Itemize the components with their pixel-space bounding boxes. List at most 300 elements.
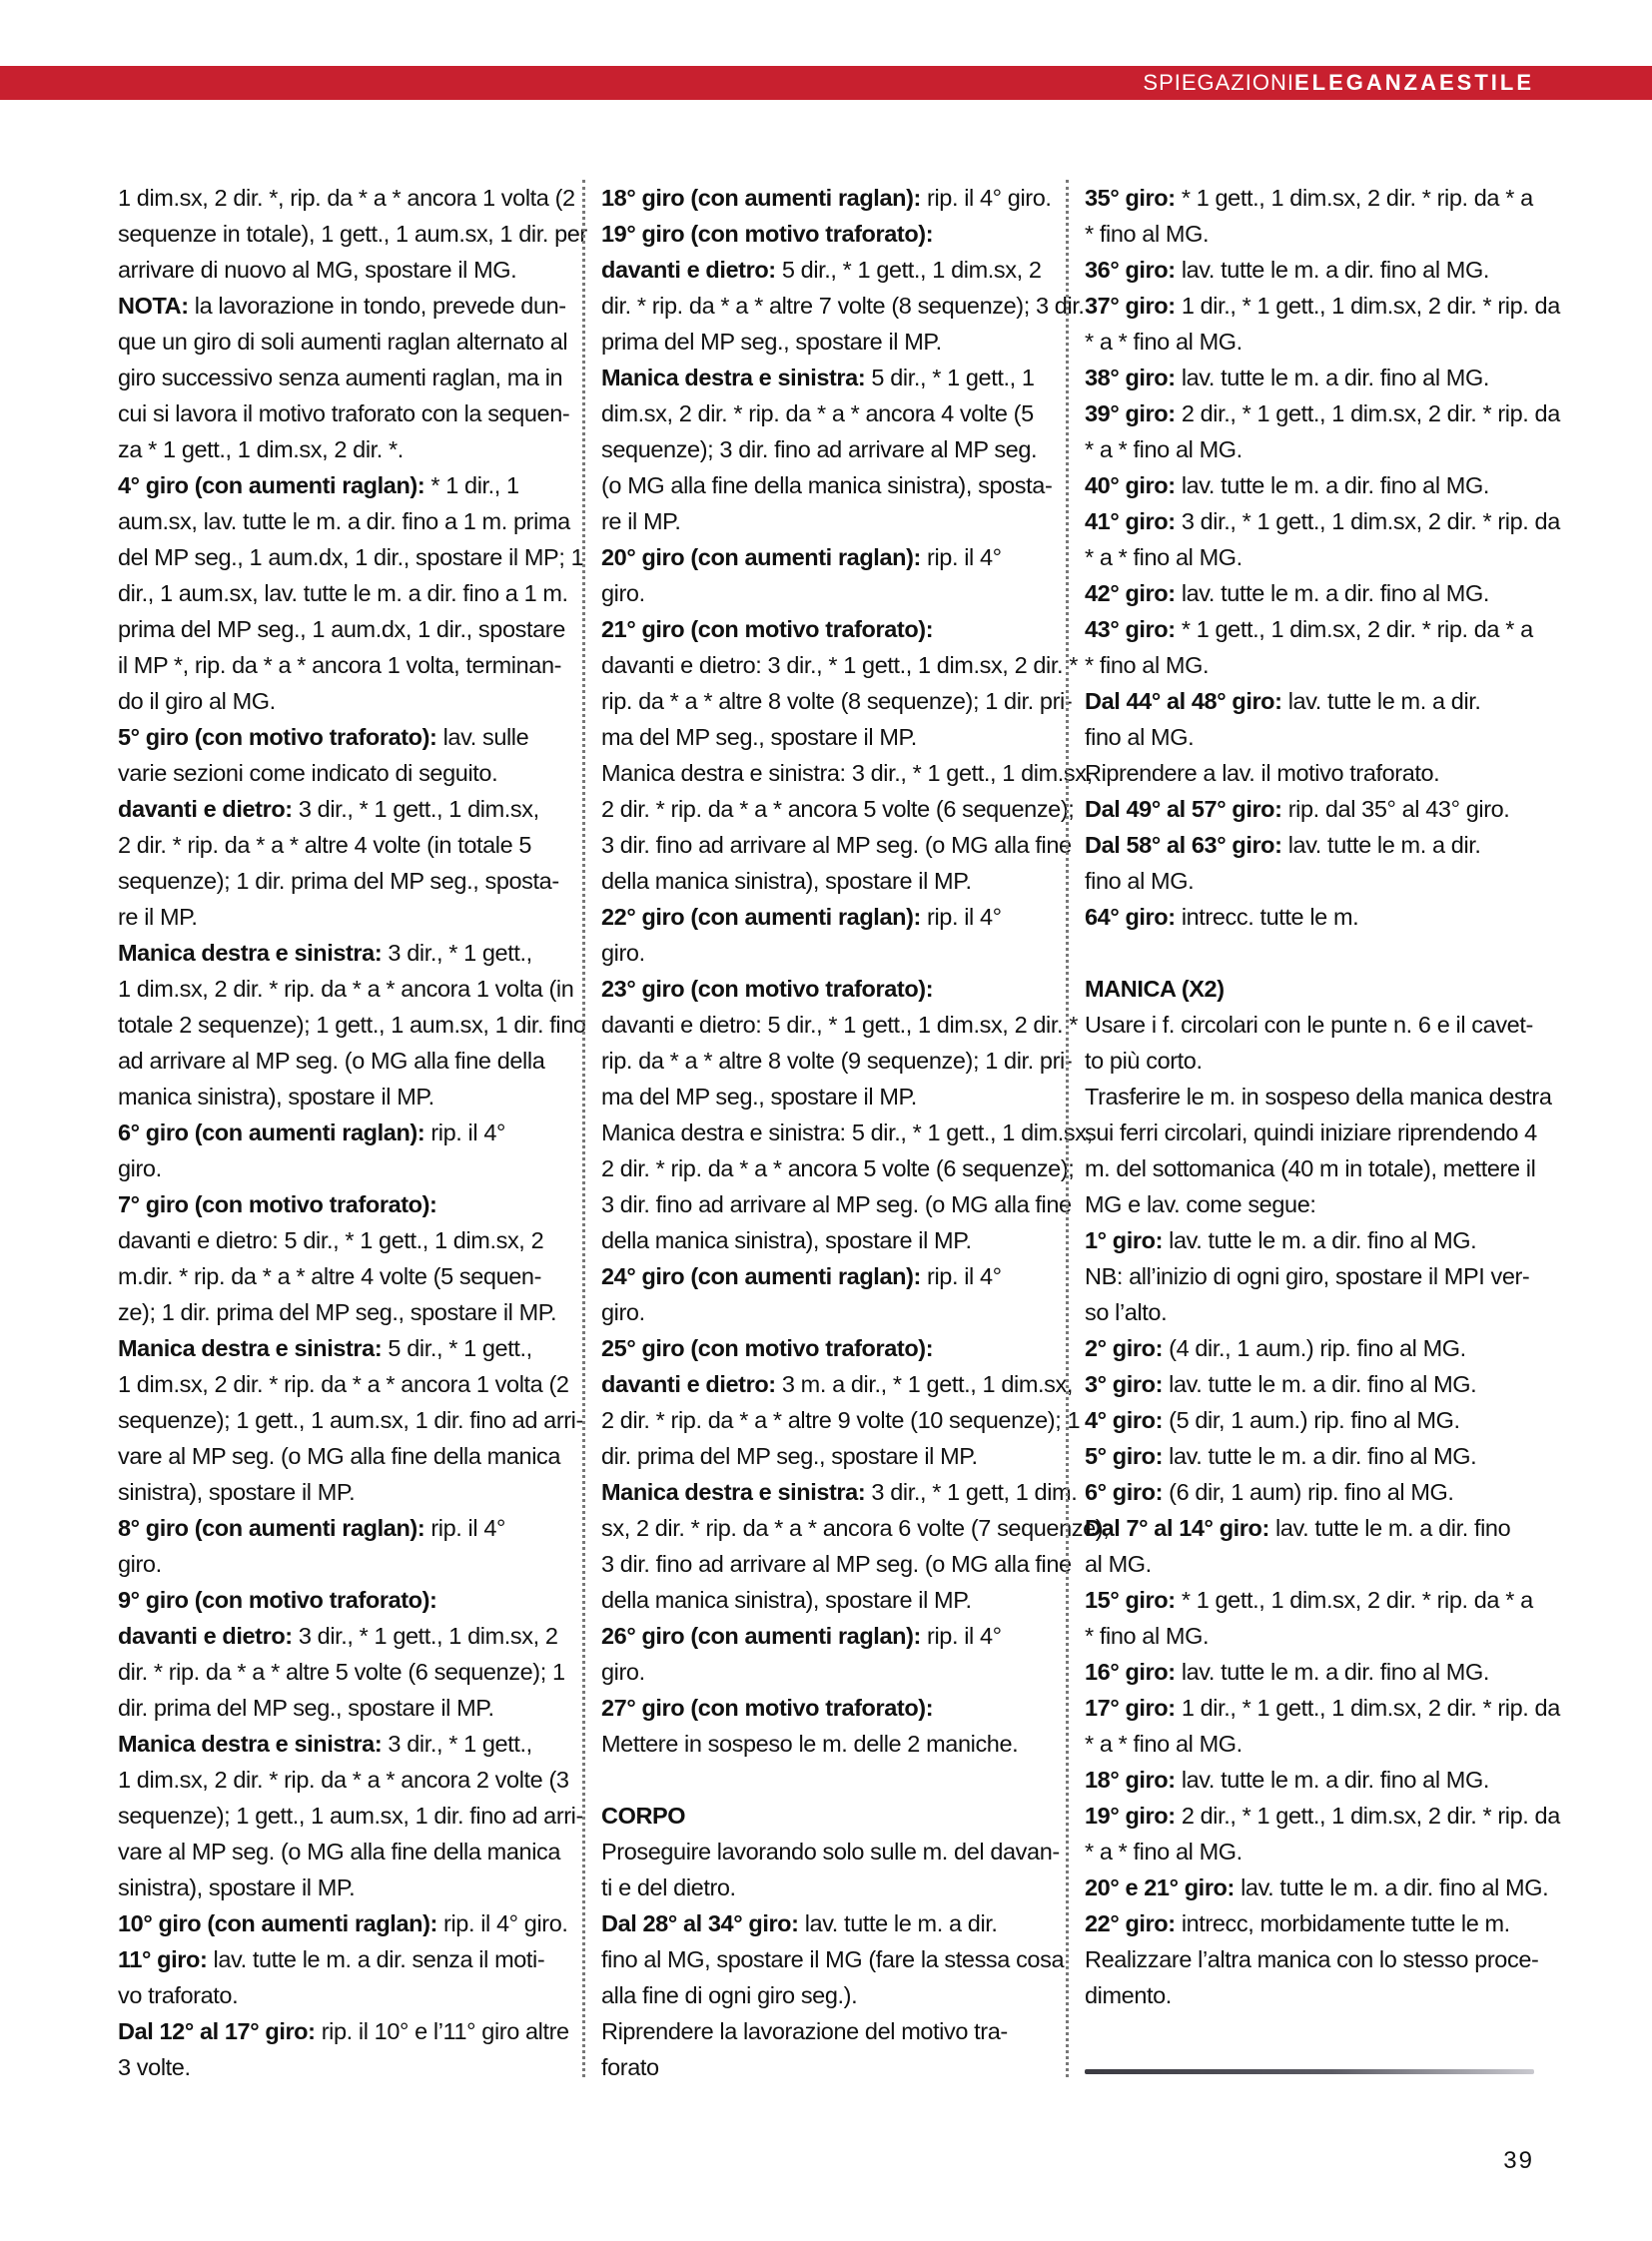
text-line [601, 683, 1073, 719]
text-line [601, 1977, 1049, 2013]
line-text: m. del sottomanica (40 m in totale), mettere il [1085, 1155, 1536, 1181]
step-label: 43° giro: [1085, 616, 1176, 642]
step-label: 36° giro: [1085, 257, 1176, 283]
text-line [1085, 1726, 1534, 1762]
line-text: del MP seg., 1 aum.dx, 1 dir., spostare il MP; 1 [118, 544, 584, 570]
line-text: vare al MP seg. (o MG alla fine della manica [118, 1839, 561, 1865]
line-text: rip. da * a * altre 8 volte (8 sequenze); 1 dir. pri- [601, 688, 1073, 714]
step-label: 35° giro: [1085, 185, 1176, 211]
step-label: 18° giro: [1085, 1767, 1176, 1793]
text-line [118, 1941, 564, 1977]
line-text: sequenze); 3 dir. fino ad arrivare al MP seg. [601, 436, 1038, 462]
text-line [1085, 216, 1534, 252]
text-line [1085, 503, 1560, 539]
text-line [118, 1222, 564, 1258]
text-line [601, 1798, 1049, 1834]
line-text: della manica sinistra), spostare il MP. [601, 868, 972, 894]
line-text: rip. il 10° e l’11° giro altre [315, 2018, 569, 2044]
text-line [118, 899, 564, 935]
text-line [1085, 863, 1534, 899]
step-label: davanti e dietro: [118, 796, 293, 822]
text-line [601, 395, 1049, 431]
text-line [601, 431, 1049, 467]
line-text: Trasferire le m. in sospeso della manica destra [1085, 1084, 1552, 1110]
line-text: sinistra), spostare il MP. [118, 1479, 356, 1505]
line-text: ma del MP seg., spostare il MP. [601, 724, 917, 750]
text-line [118, 1618, 564, 1654]
text-line [601, 539, 1049, 575]
step-label: Dal 58° al 63° giro: [1085, 832, 1282, 858]
text-line [601, 1294, 1049, 1330]
page-number: 39 [1503, 2147, 1534, 2174]
text-line [118, 1690, 564, 1726]
line-text: 3 dir., * 1 gett., [382, 940, 532, 966]
line-text: lav. tutte le m. a dir. senza il moti- [207, 1946, 545, 1972]
line-text: vo traforato. [118, 1982, 239, 2008]
step-label: 40° giro: [1085, 472, 1176, 498]
line-text: lav. tutte le m. a dir. fino al MG. [1163, 1443, 1477, 1469]
line-text: Usare i f. circolari con le punte n. 6 e il cavet- [1085, 1012, 1533, 1038]
step-label: Dal 7° al 14° giro: [1085, 1515, 1269, 1541]
column-divider-1 [582, 180, 585, 2077]
step-label: 22° giro (con aumenti raglan): [601, 904, 921, 930]
line-text: lav. tutte le m. a dir. fino [1268, 1515, 1511, 1541]
text-line [118, 1438, 564, 1474]
line-text: dir. prima del MP seg., spostare il MP. [601, 1443, 978, 1469]
line-text: lav. tutte le m. a dir. fino al MG. [1175, 580, 1489, 606]
step-label: 17° giro: [1085, 1695, 1176, 1721]
header-section: SPIEGAZIONI [1143, 70, 1294, 95]
step-label: 7° giro (con motivo traforato): [118, 1191, 437, 1217]
line-text: al MG. [1085, 1551, 1152, 1577]
step-label: Dal 49° al 57° giro: [1085, 796, 1282, 822]
line-text: lav. tutte le m. a dir. fino al MG. [1163, 1227, 1477, 1253]
line-text: 3 m. a dir., * 1 gett., 1 dim.sx, [775, 1371, 1073, 1397]
text-line [1085, 252, 1534, 288]
line-text: (4 dir., 1 aum.) rip. fino al MG. [1163, 1335, 1466, 1361]
step-label: 4° giro (con aumenti raglan): [118, 472, 425, 498]
text-line [601, 1510, 1110, 1546]
text-line [1085, 827, 1534, 863]
step-label: Manica destra e sinistra: [118, 940, 383, 966]
line-text: giro. [601, 1659, 645, 1685]
text-line [118, 611, 564, 647]
line-text: dir. * rip. da * a * altre 7 volte (8 sequenze); 3 dir. [601, 293, 1085, 319]
text-line [601, 647, 1078, 683]
text-line [1085, 1186, 1534, 1222]
text-line [601, 1043, 1073, 1079]
line-text: della manica sinistra), spostare il MP. [601, 1227, 972, 1253]
text-line [118, 1798, 583, 1834]
text-line [1085, 1798, 1560, 1834]
text-line [601, 1222, 1049, 1258]
text-line [601, 1905, 1049, 1941]
line-text: Proseguire lavorando solo sulle m. del davan- [601, 1839, 1060, 1865]
text-line [118, 1546, 564, 1582]
line-text: ti e del dietro. [601, 1874, 736, 1900]
line-text: * a * fino al MG. [1085, 329, 1242, 355]
line-text: ma del MP seg., spostare il MP. [601, 1084, 917, 1110]
line-text: MG e lav. come segue: [1085, 1191, 1316, 1217]
line-text: 3 dir., * 1 gett., [382, 1731, 532, 1757]
line-text: dim.sx, 2 dir. * rip. da * a * ancora 4 volte (5 [601, 400, 1034, 426]
line-text: 3 dir. fino ad arrivare al MP seg. (o MG alla fine [601, 1191, 1072, 1217]
text-line [601, 252, 1049, 288]
line-text: 1 dir., * 1 gett., 1 dim.sx, 2 dir. * rip. da [1175, 1695, 1560, 1721]
text-line [601, 1546, 1072, 1582]
line-text: prima del MP seg., spostare il MP. [601, 329, 942, 355]
text-line [118, 360, 564, 395]
line-text: 1 dir., * 1 gett., 1 dim.sx, 2 dir. * rip. da [1175, 293, 1560, 319]
text-line [1085, 1007, 1534, 1043]
step-label: 39° giro: [1085, 400, 1176, 426]
text-line [118, 1402, 583, 1438]
line-text: davanti e dietro: 5 dir., * 1 gett., 1 dim.sx, 2 dir. * [601, 1012, 1078, 1038]
text-line [1085, 1474, 1534, 1510]
line-text: 5 dir., * 1 gett., 1 dim.sx, 2 [775, 257, 1042, 283]
text-line [601, 360, 1049, 395]
text-line [118, 1977, 564, 2013]
text-line [118, 395, 570, 431]
line-text: 5 dir., * 1 gett., 1 [865, 365, 1035, 390]
line-text: manica sinistra), spostare il MP. [118, 1084, 434, 1110]
text-line [601, 755, 1093, 791]
text-column-3 [1085, 180, 1560, 2013]
line-text: 3 dir., * 1 gett., 1 dim.sx, [292, 796, 539, 822]
text-line [118, 324, 568, 360]
step-label: 20° e 21° giro: [1085, 1874, 1235, 1900]
line-text: fino al MG. [1085, 724, 1195, 750]
line-text: rip. il 4° [424, 1515, 505, 1541]
line-text: lav. tutte le m. a dir. fino al MG. [1163, 1371, 1477, 1397]
step-label: Dal 12° al 17° giro: [118, 2018, 316, 2044]
text-line [118, 180, 575, 216]
text-line [601, 899, 1049, 935]
step-label: 37° giro: [1085, 293, 1176, 319]
text-line [1085, 1294, 1534, 1330]
line-text: 3 dir., * 1 gett., 1 dim.sx, 2 [292, 1623, 558, 1649]
text-line [118, 1762, 569, 1798]
text-line [118, 935, 564, 971]
line-text: * fino al MG. [1085, 1623, 1210, 1649]
line-text: lav. sulle [436, 724, 529, 750]
text-line [1085, 324, 1534, 360]
text-line [1085, 1546, 1534, 1582]
text-line [601, 1366, 1073, 1402]
line-text: do il giro al MG. [118, 688, 276, 714]
text-line [601, 1330, 1049, 1366]
text-line [1085, 1222, 1534, 1258]
line-text: totale 2 sequenze); 1 gett., 1 aum.sx, 1 dir. fino [118, 1012, 586, 1038]
line-text: Riprendere la lavorazione del motivo tra- [601, 2018, 1008, 2044]
text-line [1085, 1330, 1534, 1366]
line-text: 1 dim.sx, 2 dir. * rip. da * a * ancora 1 volta (2 [118, 1371, 569, 1397]
text-line [1085, 1618, 1534, 1654]
line-text: sinistra), spostare il MP. [118, 1874, 356, 1900]
text-line [1085, 1654, 1534, 1690]
text-line [601, 611, 1049, 647]
line-text: giro. [118, 1155, 162, 1181]
text-line [601, 1258, 1049, 1294]
text-line [1085, 575, 1534, 611]
text-line [1085, 180, 1534, 216]
step-label: 4° giro: [1085, 1407, 1164, 1433]
step-label: 23° giro (con motivo traforato): [601, 976, 934, 1002]
line-text: lav. tutte le m. a dir. fino al MG. [1175, 1659, 1489, 1685]
line-text: * a * fino al MG. [1085, 1731, 1242, 1757]
text-line [1085, 1079, 1552, 1115]
text-line [1085, 1582, 1534, 1618]
step-label: Manica destra e sinistra: [118, 1731, 383, 1757]
text-line [601, 2013, 1049, 2049]
line-text: sequenze in totale), 1 gett., 1 aum.sx, 1 dir. per [118, 221, 587, 247]
step-label: 15° giro: [1085, 1587, 1176, 1613]
line-text: intrecc. tutte le m. [1175, 904, 1359, 930]
line-text: 2 dir., * 1 gett., 1 dim.sx, 2 dir. * rip. da [1175, 1803, 1560, 1829]
text-line [601, 1834, 1060, 1869]
line-text: lav. tutte le m. a dir. [1281, 832, 1481, 858]
text-line [1085, 1869, 1549, 1905]
text-line [118, 1834, 564, 1869]
step-label: 19° giro: [1085, 1803, 1176, 1829]
step-label: 9° giro (con motivo traforato): [118, 1587, 437, 1613]
line-text: za * 1 gett., 1 dim.sx, 2 dir. *. [118, 436, 404, 462]
text-line [1085, 395, 1560, 431]
text-line [118, 1330, 564, 1366]
line-text: * 1 dir., 1 [424, 472, 519, 498]
line-text: rip. il 4° [920, 1623, 1002, 1649]
text-line [1085, 647, 1534, 683]
step-label: 8° giro (con aumenti raglan): [118, 1515, 425, 1541]
step-label: 21° giro (con motivo traforato): [601, 616, 934, 642]
line-text: * 1 gett., 1 dim.sx, 2 dir. * rip. da * a [1175, 185, 1533, 211]
line-text: giro successivo senza aumenti raglan, ma in [118, 365, 563, 390]
line-text: rip. il 4° giro. [920, 185, 1052, 211]
text-line [118, 971, 574, 1007]
line-text: Mettere in sospeso le m. delle 2 maniche. [601, 1731, 1019, 1757]
line-text: davanti e dietro: 5 dir., * 1 gett., 1 dim.sx, 2 [118, 1227, 544, 1253]
text-line [1085, 755, 1534, 791]
line-text: que un giro di soli aumenti raglan alternato al [118, 329, 568, 355]
line-text: 3 dir., * 1 gett., 1 dim.sx, 2 dir. * rip. da [1175, 508, 1560, 534]
text-line [118, 1294, 564, 1330]
line-text: lav. tutte le m. a dir. fino al MG. [1175, 365, 1489, 390]
line-text: re il MP. [601, 508, 681, 534]
line-text: rip. il 4° [920, 904, 1002, 930]
line-text: prima del MP seg., 1 aum.dx, 1 dir., spostare [118, 616, 565, 642]
line-text: davanti e dietro: 3 dir., * 1 gett., 1 dim.sx, 2 dir. * [601, 652, 1078, 678]
step-label: davanti e dietro: [601, 1371, 776, 1397]
line-text: 2 dir. * rip. da * a * altre 9 volte (10 sequenze); 1 [601, 1407, 1081, 1433]
step-label: 64° giro: [1085, 904, 1176, 930]
step-label: 3° giro: [1085, 1371, 1164, 1397]
line-text: sx, 2 dir. * rip. da * a * ancora 6 volte (7 sequenze); [601, 1515, 1110, 1541]
header-brand: ELEGANZAESTILE [1293, 70, 1534, 95]
text-line [601, 1726, 1049, 1762]
text-line [118, 539, 584, 575]
text-line [1085, 1043, 1534, 1079]
line-text: dimento. [1085, 1982, 1172, 2008]
line-text: giro. [601, 1299, 645, 1325]
text-line [1085, 1150, 1534, 1186]
text-line [601, 1186, 1072, 1222]
line-text: giro. [601, 940, 645, 966]
text-line [1085, 360, 1534, 395]
line-text: lav. tutte le m. a dir. fino al MG. [1175, 472, 1489, 498]
line-text: lav. tutte le m. a dir. fino al MG. [1175, 1767, 1489, 1793]
line-text: m.dir. * rip. da * a * altre 4 volte (5 sequen- [118, 1263, 542, 1289]
line-text: lav. tutte le m. a dir. fino al MG. [1234, 1874, 1549, 1900]
step-label: davanti e dietro: [118, 1623, 293, 1649]
text-line [118, 1510, 564, 1546]
text-line [1085, 719, 1534, 755]
line-text: 1 dim.sx, 2 dir. * rip. da * a * ancora 2 volte (3 [118, 1767, 569, 1793]
step-label: 1° giro: [1085, 1227, 1164, 1253]
text-line [118, 1186, 564, 1222]
text-line [601, 863, 1049, 899]
text-line [118, 1869, 564, 1905]
line-text: la lavorazione in tondo, prevede dun- [188, 293, 566, 319]
text-line [118, 2049, 564, 2085]
text-line [118, 647, 564, 683]
text-line [1085, 1258, 1534, 1294]
paragraph-gap [1085, 935, 1534, 971]
step-label: 6° giro: [1085, 1479, 1164, 1505]
step-label: Manica destra e sinistra: [601, 1479, 866, 1505]
text-line [1085, 1402, 1534, 1438]
step-label: 38° giro: [1085, 365, 1176, 390]
text-line [601, 1150, 1075, 1186]
text-line [118, 1654, 564, 1690]
text-line [601, 971, 1049, 1007]
line-text: ad arrivare al MP seg. (o MG alla fine della [118, 1048, 545, 1074]
line-text: NB: all’inizio di ogni giro, spostare il MPI ver- [1085, 1263, 1530, 1289]
line-text: lav. tutte le m. a dir. fino al MG. [1175, 257, 1489, 283]
text-line [118, 575, 568, 611]
text-line [118, 1258, 564, 1294]
step-label: 18° giro (con aumenti raglan): [601, 185, 921, 211]
text-line [118, 719, 564, 755]
text-line [601, 1618, 1049, 1654]
text-line [1085, 1690, 1560, 1726]
line-text: dir. * rip. da * a * altre 5 volte (6 sequenze); 1 [118, 1659, 565, 1685]
step-label: 41° giro: [1085, 508, 1176, 534]
text-line [601, 467, 1053, 503]
running-header [1143, 66, 1534, 100]
line-text: 2 dir. * rip. da * a * altre 4 volte (in totale 5 [118, 832, 532, 858]
step-label: Dal 44° al 48° giro: [1085, 688, 1282, 714]
text-line [1085, 1941, 1539, 1977]
line-text: 2 dir. * rip. da * a * ancora 5 volte (6 sequenze); [601, 796, 1075, 822]
step-label: 2° giro: [1085, 1335, 1164, 1361]
text-line [1085, 683, 1534, 719]
line-text: arrivare di nuovo al MG, spostare il MG. [118, 257, 517, 283]
text-line [118, 1079, 564, 1115]
line-text: * 1 gett., 1 dim.sx, 2 dir. * rip. da * a [1175, 1587, 1533, 1613]
line-text: alla fine di ogni giro seg.). [601, 1982, 858, 2008]
step-label: 5° giro: [1085, 1443, 1164, 1469]
text-line [1085, 1510, 1534, 1546]
text-line [118, 1043, 564, 1079]
line-text: sui ferri circolari, quindi iniziare riprendendo 4 [1085, 1120, 1537, 1145]
line-text: 3 dir. fino ad arrivare al MP seg. (o MG alla fine [601, 832, 1072, 858]
column-divider-2 [1066, 180, 1069, 2077]
text-line [118, 863, 564, 899]
text-line [601, 503, 1049, 539]
text-line [118, 755, 564, 791]
line-text: sequenze); 1 gett., 1 aum.sx, 1 dir. fino ad arri- [118, 1407, 583, 1433]
text-line [601, 791, 1075, 827]
line-text: rip. il 4° [920, 1263, 1002, 1289]
line-text: sequenze); 1 dir. prima del MP seg., sposta- [118, 868, 559, 894]
line-text: * 1 gett., 1 dim.sx, 2 dir. * rip. da * a [1175, 616, 1533, 642]
paragraph-gap [601, 1762, 1049, 1798]
line-text: Realizzare l’altra manica con lo stesso proce- [1085, 1946, 1539, 1972]
line-text: sequenze); 1 gett., 1 aum.sx, 1 dir. fino ad arri- [118, 1803, 583, 1829]
text-line [118, 2013, 569, 2049]
text-line [601, 1079, 1049, 1115]
text-line [601, 216, 1049, 252]
text-column-1 [118, 180, 587, 2085]
line-text: * a * fino al MG. [1085, 436, 1242, 462]
step-label: 11° giro: [118, 1946, 208, 1972]
line-text: dir. prima del MP seg., spostare il MP. [118, 1695, 494, 1721]
line-text: to più corto. [1085, 1048, 1203, 1074]
text-line [118, 216, 587, 252]
step-label: Manica destra e sinistra: [601, 365, 866, 390]
line-text: 3 dir. fino ad arrivare al MP seg. (o MG alla fine [601, 1551, 1072, 1577]
text-line [118, 1366, 569, 1402]
line-text: dir., 1 aum.sx, lav. tutte le m. a dir. fino a 1 m. [118, 580, 568, 606]
step-label: Dal 28° al 34° giro: [601, 1910, 799, 1936]
text-line [601, 1402, 1081, 1438]
line-text: ze); 1 dir. prima del MP seg., spostare il MP. [118, 1299, 557, 1325]
text-line [118, 431, 564, 467]
step-label: NOTA: [118, 293, 189, 319]
step-label: 24° giro (con aumenti raglan): [601, 1263, 921, 1289]
line-text: 3 dir., * 1 gett, 1 dim. [865, 1479, 1078, 1505]
line-text: lav. tutte le m. a dir. [798, 1910, 998, 1936]
text-line [601, 1941, 1065, 1977]
text-line [118, 1150, 564, 1186]
line-text: (6 dir, 1 aum) rip. fino al MG. [1163, 1479, 1454, 1505]
line-text: rip. il 4° [920, 544, 1002, 570]
section-heading: CORPO [601, 1803, 686, 1829]
text-line [601, 827, 1072, 863]
line-text: 2 dir., * 1 gett., 1 dim.sx, 2 dir. * rip. da [1175, 400, 1560, 426]
line-text: della manica sinistra), spostare il MP. [601, 1587, 972, 1613]
text-line [601, 1007, 1078, 1043]
line-text: il MP *, rip. da * a * ancora 1 volta, terminan- [118, 652, 562, 678]
text-line [118, 252, 564, 288]
text-line [601, 575, 1049, 611]
line-text: forato [601, 2054, 659, 2080]
step-label: 42° giro: [1085, 580, 1176, 606]
line-text: Riprendere a lav. il motivo traforato. [1085, 760, 1440, 786]
section-heading: MANICA (X2) [1085, 976, 1225, 1002]
text-line [118, 791, 564, 827]
line-text: intrecc, morbidamente tutte le m. [1175, 1910, 1510, 1936]
line-text: * a * fino al MG. [1085, 544, 1242, 570]
text-line [601, 324, 1049, 360]
text-line [1085, 1115, 1537, 1150]
line-text: rip. il 4° giro. [436, 1910, 568, 1936]
text-line [1085, 971, 1534, 1007]
text-line [118, 1726, 564, 1762]
text-line [1085, 1366, 1534, 1402]
line-text: rip. dal 35° al 43° giro. [1281, 796, 1510, 822]
step-label: 16° giro: [1085, 1659, 1176, 1685]
